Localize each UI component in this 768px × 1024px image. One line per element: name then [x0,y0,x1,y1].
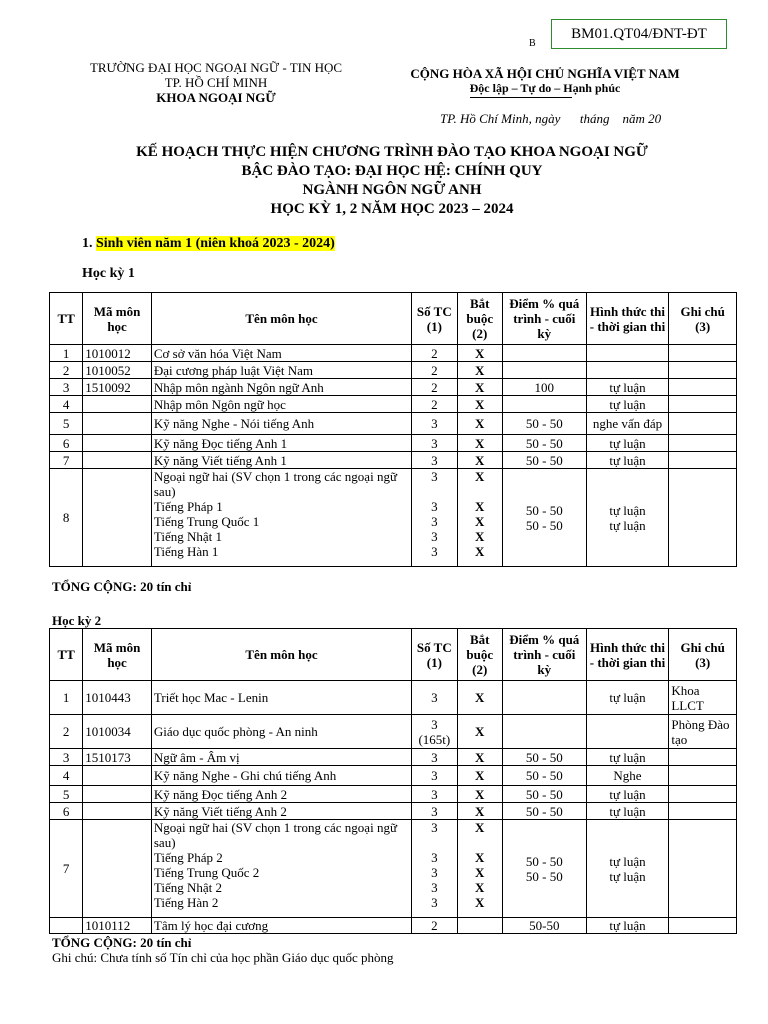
elective-value: X [475,865,485,880]
elective-value: 3 [431,499,438,514]
row-tt: 2 [50,715,83,749]
row-credits: 2 [412,362,457,379]
row-score-ratio [502,715,586,749]
row-course-name [151,469,411,567]
row-score-ratio [502,362,586,379]
table-row [50,345,737,362]
table-row [50,379,737,396]
row-score-ratio: 50 - 50 [502,749,586,766]
semester1-table [49,292,737,567]
elective-line: Ngoại ngữ hai (SV chọn 1 trong các ngoại ngữ sau) [153,820,397,850]
elective-value: 50 - 50 [525,853,563,869]
row-required [457,820,502,918]
row-exam-form: tự luận [586,379,669,396]
col-bb: Bắt buộc (2) [457,293,502,345]
row-credits: 2 [412,345,457,362]
document-title [60,143,724,219]
row-note [669,345,737,362]
row-course-name: Kỹ năng Viết tiếng Anh 2 [151,803,411,820]
date-line: TP. Hồ Chí Minh, ngày tháng năm 20 [440,111,662,126]
elective-value [460,835,500,850]
row-code [83,435,152,452]
row-required: X [457,681,502,715]
row-credits: 2 [412,396,457,413]
row-code [83,803,152,820]
row-score-ratio [502,396,586,413]
elective-value: 50 - 50 [525,868,563,884]
row-exam-form [586,362,669,379]
row-note [669,469,737,567]
col-ht: Hình thức thi - thời gian thi [586,629,669,681]
col-tc: Số TC (1) [412,629,457,681]
row-required: X [457,786,502,803]
row-required: X [457,766,502,786]
row-code: 1010052 [83,362,152,379]
col-tc: Số TC (1) [412,293,457,345]
row-course-name: Kỹ năng Nghe - Ghi chú tiếng Anh [151,766,411,786]
table-header-row [50,629,737,681]
row-note [669,413,737,435]
row-code [83,396,152,413]
row-exam-form [586,820,669,918]
row-note [669,452,737,469]
row-score-ratio: 50 - 50 [502,413,586,435]
row-tt: 6 [50,435,83,452]
elective-value: 3 [431,895,438,910]
row-note [669,766,737,786]
row-required: X [457,452,502,469]
row-code [83,820,152,918]
col-tt: TT [50,293,83,345]
semester2-table [49,628,737,934]
elective-value: 3 [431,544,438,559]
row-tt: 6 [50,803,83,820]
form-code: BM01.QT04/ĐNT-ĐT [551,19,727,49]
elective-value: 50 - 50 [525,517,563,533]
elective-line: Tiếng Pháp 2 [153,850,223,865]
elective-value: X [475,499,485,514]
semester1-total: TỔNG CỘNG: 20 tín chỉ [52,579,192,594]
elective-value: X [475,880,485,895]
motto-underline [470,97,572,98]
table-row [50,786,737,803]
school-header [60,60,372,105]
elective-value: X [475,850,485,865]
row-code: 1010034 [83,715,152,749]
row-credits: 2 [412,918,457,934]
elective-value: 3 [431,850,438,865]
semester2-total: TỔNG CỘNG: 20 tín chỉ [52,935,192,950]
row-credits [412,469,457,567]
col-diem: Điểm % quá trình - cuối kỳ [502,629,586,681]
row-note [669,918,737,934]
footnote: Ghi chú: Chưa tính số Tín chỉ của học phần Giáo dục quốc phòng [52,950,394,965]
small-mark: B [529,38,536,49]
col-gc: Ghi chú (3) [669,629,737,681]
row-note: Khoa LLCT [669,681,737,715]
row-exam-form: nghe vấn đáp [586,413,669,435]
row-code: 1010012 [83,345,152,362]
nation-header [380,66,710,96]
table-row [50,918,737,934]
elective-value [414,484,454,499]
nation-motto: Độc lập – Tự do – Hạnh phúc [469,81,621,95]
row-course-name: Tâm lý học đại cương [151,918,411,934]
row-tt: 7 [50,452,83,469]
row-code: 1510173 [83,749,152,766]
row-required: X [457,379,502,396]
col-gc: Ghi chú (3) [669,293,737,345]
row-exam-form: tự luận [586,918,669,934]
row-course-name: Đại cương pháp luật Việt Nam [151,362,411,379]
row-tt: 4 [50,396,83,413]
table-row-elective [50,820,737,918]
row-score-ratio [502,345,586,362]
row-score-ratio: 50 - 50 [502,435,586,452]
row-score-ratio: 50 - 50 [502,786,586,803]
row-tt: 3 [50,749,83,766]
row-note [669,803,737,820]
table-row [50,435,737,452]
elective-value: X [475,514,485,529]
row-credits: 3 [412,803,457,820]
row-score-ratio: 100 [502,379,586,396]
school-city: TP. HỒ CHÍ MINH [164,75,268,90]
elective-value: X [475,820,485,835]
row-note [669,362,737,379]
elective-value: tự luận [609,517,646,533]
semester1-label: Học kỳ 1 [82,266,135,281]
row-score-ratio: 50 - 50 [502,766,586,786]
elective-value: tự luận [609,853,646,869]
row-tt: 7 [50,820,83,918]
elective-value: tự luận [609,868,646,884]
row-required: X [457,715,502,749]
row-note [669,820,737,918]
table-row [50,803,737,820]
row-course-name: Triết học Mac - Lenin [151,681,411,715]
row-code [83,469,152,567]
row-course-name: Kỹ năng Đọc tiếng Anh 1 [151,435,411,452]
section-label: Sinh viên năm 1 (niên khoá 2023 - 2024) [96,236,335,251]
elective-value [414,835,454,850]
row-course-name: Kỹ năng Nghe - Nói tiếng Anh [151,413,411,435]
row-credits: 3 [412,452,457,469]
row-credits: 3 (165t) [412,715,457,749]
semester2-label: Học kỳ 2 [52,613,102,628]
elective-value: 50 - 50 [525,502,563,518]
row-credits: 3 [412,766,457,786]
row-tt: 2 [50,362,83,379]
row-required: X [457,362,502,379]
row-required [457,469,502,567]
row-tt: 5 [50,786,83,803]
row-score-ratio [502,681,586,715]
row-course-name: Cơ sở văn hóa Việt Nam [151,345,411,362]
row-credits: 3 [412,681,457,715]
elective-value: 3 [431,865,438,880]
elective-line: Tiếng Trung Quốc 1 [153,514,260,529]
row-score-ratio [502,820,586,918]
row-code [83,413,152,435]
elective-line: Tiếng Trung Quốc 2 [153,865,260,880]
elective-value: 3 [431,469,438,484]
elective-value: 3 [431,514,438,529]
row-code: 1010443 [83,681,152,715]
col-bb: Bắt buộc (2) [457,629,502,681]
col-ma: Mã môn học [83,293,152,345]
row-exam-form: tự luận [586,681,669,715]
elective-value: 3 [431,820,438,835]
table-row [50,452,737,469]
row-code [83,786,152,803]
col-ht: Hình thức thi - thời gian thi [586,293,669,345]
row-required: X [457,413,502,435]
row-exam-form: tự luận [586,396,669,413]
elective-value [460,484,500,499]
elective-value: X [475,544,485,559]
row-score-ratio: 50 - 50 [502,452,586,469]
row-course-name: Nhập môn ngành Ngôn ngữ Anh [151,379,411,396]
row-required: X [457,396,502,413]
row-note [669,396,737,413]
row-required [457,918,502,934]
row-note [669,749,737,766]
row-course-name: Giáo dục quốc phòng - An ninh [151,715,411,749]
elective-line: Tiếng Hàn 2 [153,895,219,910]
row-note [669,786,737,803]
row-tt [50,918,83,934]
row-note [669,435,737,452]
row-exam-form [586,715,669,749]
elective-value: X [475,895,485,910]
table-row [50,362,737,379]
row-exam-form [586,469,669,567]
col-tt: TT [50,629,83,681]
row-score-ratio: 50-50 [502,918,586,934]
row-score-ratio [502,469,586,567]
row-exam-form: tự luận [586,749,669,766]
row-credits: 3 [412,749,457,766]
table-row [50,413,737,435]
elective-line: Tiếng Hàn 1 [153,544,219,559]
col-ten: Tên môn học [151,293,411,345]
table-row [50,766,737,786]
row-exam-form: tự luận [586,452,669,469]
table-row [50,749,737,766]
row-required: X [457,749,502,766]
row-code [83,766,152,786]
title-line-4: HỌC KỲ 1, 2 NĂM HỌC 2023 – 2024 [270,201,514,217]
faculty-name: KHOA NGOẠI NGỮ [156,90,276,105]
table-header-row [50,293,737,345]
elective-line: Tiếng Nhật 1 [153,529,223,544]
school-name: TRƯỜNG ĐẠI HỌC NGOẠI NGỮ - TIN HỌC [89,60,343,75]
row-tt: 4 [50,766,83,786]
title-line-2: BẬC ĐÀO TẠO: ĐẠI HỌC HỆ: CHÍNH QUY [241,163,543,179]
elective-value: 3 [431,529,438,544]
row-course-name [151,820,411,918]
col-ten: Tên môn học [151,629,411,681]
table-row [50,715,737,749]
row-tt: 1 [50,345,83,362]
col-diem: Điểm % quá trình - cuối kỳ [502,293,586,345]
section-heading [82,236,335,252]
row-tt: 1 [50,681,83,715]
row-exam-form [586,345,669,362]
row-tt: 5 [50,413,83,435]
row-credits: 3 [412,786,457,803]
row-course-name: Kỹ năng Viết tiếng Anh 1 [151,452,411,469]
row-credits: 3 [412,435,457,452]
row-credits [412,820,457,918]
elective-value: tự luận [609,502,646,518]
row-code [83,452,152,469]
row-exam-form: tự luận [586,803,669,820]
row-code: 1010112 [83,918,152,934]
elective-line: Tiếng Nhật 2 [153,880,223,895]
row-course-name: Kỹ năng Đọc tiếng Anh 2 [151,786,411,803]
col-ma: Mã môn học [83,629,152,681]
title-line-3: NGÀNH NGÔN NGỮ ANH [302,182,482,198]
row-credits: 2 [412,379,457,396]
row-score-ratio: 50 - 50 [502,803,586,820]
elective-line: Ngoại ngữ hai (SV chọn 1 trong các ngoại ngữ sau) [153,469,397,499]
elective-value: X [475,469,485,484]
title-line-1: KẾ HOẠCH THỰC HIỆN CHƯƠNG TRÌNH ĐÀO TẠO KHOA NGOẠI NGỮ [136,144,648,160]
row-exam-form: Nghe [586,766,669,786]
table-row-elective [50,469,737,567]
row-credits: 3 [412,413,457,435]
row-course-name: Ngữ âm - Âm vị [151,749,411,766]
row-exam-form: tự luận [586,435,669,452]
row-code: 1510092 [83,379,152,396]
elective-line: Tiếng Pháp 1 [153,499,223,514]
row-note: Phòng Đào tạo [669,715,737,749]
row-tt: 8 [50,469,83,567]
row-tt: 3 [50,379,83,396]
row-exam-form: tự luận [586,786,669,803]
section-number: 1. [82,236,96,251]
nation-name: CỘNG HÒA XÃ HỘI CHỦ NGHĨA VIỆT NAM [410,66,680,81]
elective-value: X [475,529,485,544]
row-course-name: Nhập môn Ngôn ngữ học [151,396,411,413]
row-required: X [457,435,502,452]
row-required: X [457,345,502,362]
row-required: X [457,803,502,820]
table-row [50,681,737,715]
elective-value: 3 [431,880,438,895]
row-note [669,379,737,396]
table-row [50,396,737,413]
